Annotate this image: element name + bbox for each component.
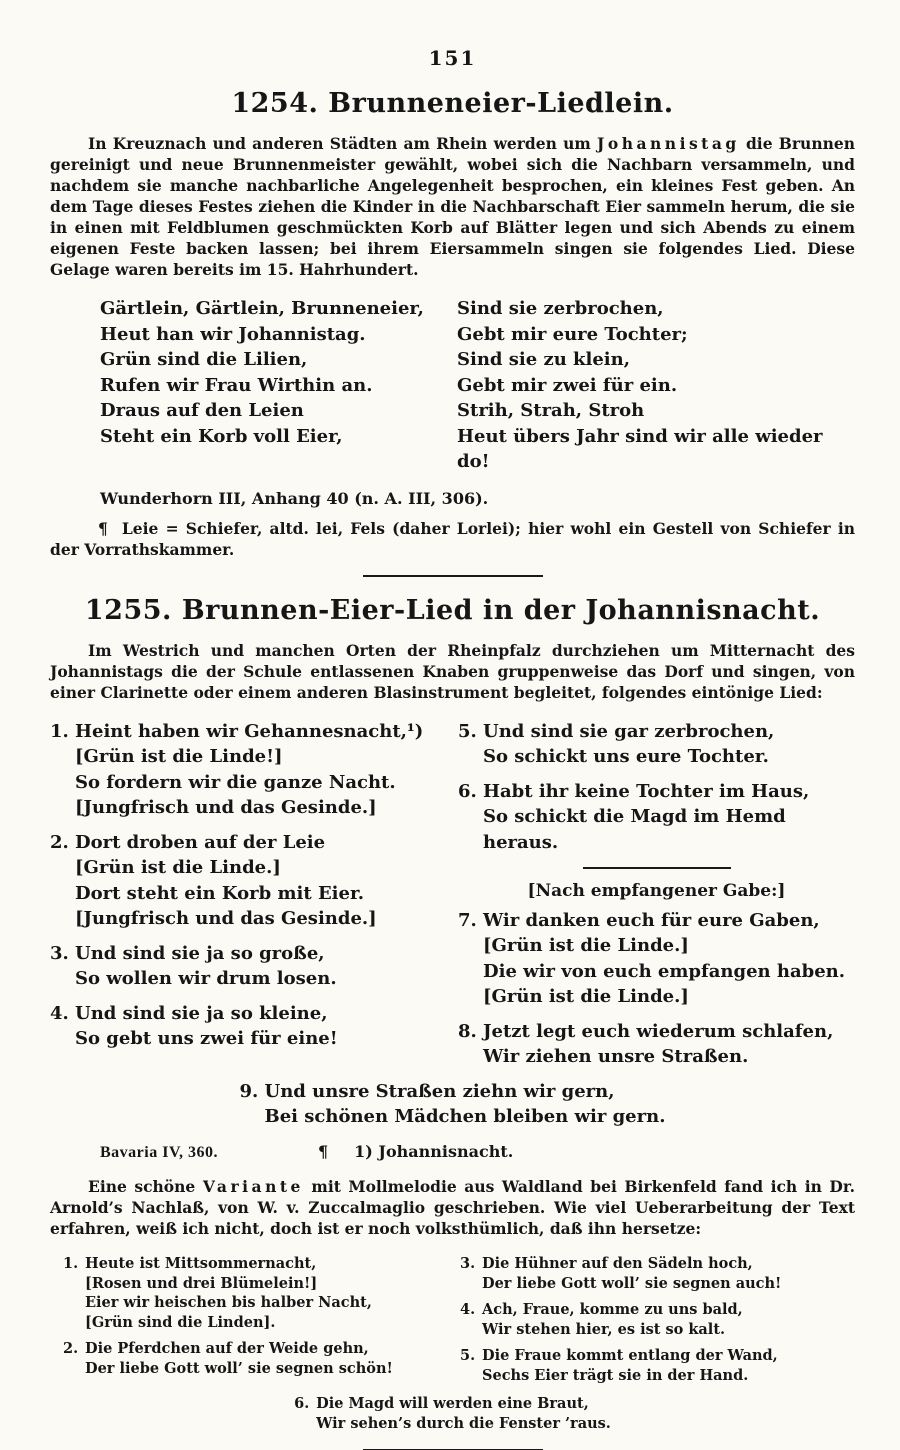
verse-line: Der liebe Gott woll’ sie segnen auch! [482,1274,782,1292]
footnote-text-1255: 1) Johannisnacht. [354,1141,514,1161]
verse [50,941,458,992]
verse-line: Draus auf den Leien [100,400,304,421]
song-title-1254: 1254. Brunneneier-Liedlein. [231,88,674,119]
verse-line: Heut übers Jahr sind wir alle wieder do! [457,425,823,472]
emphasized-spaced-word: Variante [202,1176,304,1196]
verse [458,719,855,770]
verse [50,830,458,932]
verse-number: 4. [50,1002,69,1024]
pilcrow-mark: ¶ [98,518,108,538]
verse [458,908,855,1010]
verse-line: [Grün ist die Linde!] [75,746,283,767]
verse-number: 5. [458,720,477,742]
paragraph-text: mit Mollmelodie aus Waldland bei Birkenfeld fand ich in Dr. Arnold’s Nachlaß, von W. v. Zuccalmaglio geschrieben. Wie viel Ueberarbeitung der Text erfahren, weiß ich nicht, doch ist er noch volksthümlich, daß ihn hersetze: [50,1176,856,1238]
verse-line: Und sind sie gar zerbrochen, [483,720,775,742]
verse-line: Der liebe Gott woll’ sie segnen schön! [85,1359,393,1377]
verse-line: Habt ihr keine Tochter im Haus, [483,780,810,802]
pilcrow-mark: ¶ [317,1141,329,1161]
verse-line: So gebt uns zwei für eine! [75,1028,338,1049]
verse-line: Die Fraue kommt entlang der Wand, [482,1347,778,1364]
verse-line: Eier wir heischen bis halber Nacht, [85,1294,372,1311]
verse-number: 9. [239,1080,259,1102]
verse-line: [Grün ist die Linde.] [483,986,689,1007]
verse-line: So wollen wir drum losen. [75,968,337,989]
verse-line: [Grün sind die Linden]. [85,1313,276,1331]
verse-lines [482,1254,855,1293]
verse-line: Und sind sie ja so große, [75,942,325,964]
verse-number: 3. [50,942,69,964]
verse-number: 2. [50,831,69,853]
verse-line: [Grün ist die Linde.] [75,857,281,878]
verses-right-column-1255 [458,719,855,1079]
verse-line: So fordern wir die ganze Nacht. [75,771,396,793]
verse-block-1254 [100,296,855,475]
verse-line: Dort droben auf der Leie [75,831,326,853]
verse-lines [482,1346,855,1385]
verse-line: Die Pferdchen auf der Weide gehn, [85,1340,369,1357]
verse [460,1346,855,1385]
variant-intro-paragraph [50,1176,855,1239]
verse [294,1394,611,1433]
verse-lines [316,1394,611,1433]
verse-block-1255 [50,719,855,1079]
footnote-text-1254: Leie = Schiefer, altd. lei, Fels (daher Lorlei); hier wohl ein Gestell von Schiefer in der Vorrathskammer. [50,518,855,559]
verse-lines [75,1001,458,1052]
verse-line: [Jungfrisch und das Gesinde.] [75,908,377,929]
verse-number: 6. [458,780,477,802]
verse-number: 7. [458,909,477,931]
verse-number: 6. [294,1395,310,1412]
verse-line: [Grün ist die Linde.] [483,935,689,956]
verse [460,1300,855,1339]
page-number: 151 [428,46,477,70]
section-divider [363,575,543,577]
paragraph-text: In Kreuznach und anderen Städten am Rhein werden um [88,134,598,153]
verse-number: 4. [460,1301,476,1318]
verse-line: Steht ein Korb voll Eier, [100,425,343,447]
verses-right-top [458,719,855,856]
verse-lines [265,1079,666,1130]
verse [50,1001,458,1052]
verse-number: 2. [63,1340,79,1357]
verse-lines [85,1254,460,1332]
verse-number: 3. [460,1255,476,1272]
source-row-1255 [50,1142,855,1162]
verse-line: Heute ist Mittsommernacht, [85,1255,317,1272]
verse-line: Sind sie zu klein, [457,349,630,370]
verse-lines [75,830,458,932]
verse-line: Und sind sie ja so kleine, [75,1002,328,1024]
verse-line: Heint haben wir Gehannesnacht,¹) [75,720,424,742]
verse-number: 1. [63,1255,79,1272]
verse-column-left-1254 [100,296,457,475]
verse-line: Und unsre Straßen ziehn wir gern, [264,1080,615,1102]
source-line-1255: Bavaria IV, 360. [100,1143,218,1161]
verse-line: Grün sind die Lilien, [100,349,308,370]
verse-line: Ach, Fraue, komme zu uns bald, [482,1301,743,1318]
verse-line: So schickt die Magd im Hemd heraus. [483,806,786,853]
verse-line: So schickt uns eure Tochter. [483,746,769,767]
song-title-1255: 1255. Brunnen-Eier-Lied in der Johannisnacht. [84,595,821,626]
footnote-1254 [50,518,855,560]
verse-line: Die Magd will werden eine Braut, [316,1395,589,1412]
verse-line: [Rosen und drei Blümelein!] [85,1274,318,1292]
verse-line: Wir danken euch für eure Gaben, [483,909,820,931]
verses-left-column-1255 [50,719,458,1079]
verse-number: 5. [460,1347,476,1364]
verse-line: Jetzt legt euch wiederum schlafen, [483,1020,834,1042]
verse-lines [483,908,855,1010]
verse-line: Sechs Eier trägt sie in der Hand. [482,1366,749,1384]
verses-right-bottom [458,908,855,1070]
verse-lines [482,1300,855,1339]
verse-line: Gebt mir zwei für ein. [457,374,678,396]
verse-line: Wir ziehen unsre Straßen. [483,1046,749,1067]
verse-line: Wir stehen hier, es ist so kalt. [482,1320,726,1338]
verse-column-right-1254 [457,296,855,475]
verse [50,719,458,821]
verse [458,1019,855,1070]
verse-line: Die wir von euch empfangen haben. [483,960,846,982]
paragraph-text: die Brunnen gereinigt und neue Brunnenmeister gewählt, wobei sich die Nachbarn versammeln, und nachdem sie manche nachbarliche Angelegenheit besprochen, ein kleines Fest geben. An dem Tage dieses Festes ziehen die Kinder in die Nachbarschaft Eier sammeln herum, die sie in einen mit Feldblumen geschmückten Korb auf Blätter legen und sich Abends zu einem eigenen Feste backen lassen; bei ihrem Eiersammeln singen sie folgendes Lied. Diese Gelage waren bereits im 15. Hahrhundert. [50,134,855,279]
verse-line: Gebt mir eure Tochter; [457,323,688,345]
verse-9-centered [240,1079,666,1130]
verse [63,1254,460,1332]
verse [458,779,855,856]
variant-right-column [460,1254,855,1392]
verse-number: 1. [50,720,69,742]
verse-line: Strih, Strah, Stroh [457,400,645,421]
verse-line: [Jungfrisch und das Gesinde.] [75,797,377,818]
intro-paragraph-1254 [50,133,855,280]
verse-line: Wir sehen’s durch die Fenster ’raus. [316,1414,611,1432]
refrain-note: [Nach empfangener Gabe:] [527,881,786,901]
verse [63,1339,460,1378]
verse [460,1254,855,1293]
variant-left-column [50,1254,460,1392]
verse-lines [483,779,855,856]
verse-line: Heut han wir Johannistag. [100,323,366,345]
verse-line: Dort steht ein Korb mit Eier. [75,882,365,904]
verse-lines [75,719,458,821]
verse-line: Gärtlein, Gärtlein, Brunneneier, [100,298,424,319]
verse-line: Rufen wir Frau Wirthin an. [100,374,373,396]
intro-paragraph-1255: Im Westrich und manchen Orten der Rheinpfalz durchziehen um Mitternacht des Johannistags die der Schule entlassenen Knaben gruppenweise das Dorf und singen, von einer Clarinette oder einem anderen Blasinstrument begleitet, folgendes eintönige Lied: [50,641,855,702]
verse-lines [85,1339,460,1378]
verse [240,1079,666,1130]
variant-verse-6-centered [294,1394,611,1433]
verse-lines [75,941,458,992]
verse-line: Die Hühner auf den Sädeln hoch, [482,1255,753,1272]
verse-line: Sind sie zerbrochen, [457,298,664,319]
verse-line: Bei schönen Mädchen bleiben wir gern. [264,1106,666,1127]
right-column-divider [583,867,731,869]
verse-lines [483,1019,855,1070]
emphasized-spaced-word: Johannistag [597,134,740,153]
verse-lines [483,719,855,770]
verse-number: 8. [458,1020,477,1042]
source-line-1254: Wunderhorn III, Anhang 40 (n. A. III, 306). [100,488,489,508]
variant-verse-block [50,1254,855,1392]
paragraph-text: Eine schöne [88,1176,203,1196]
